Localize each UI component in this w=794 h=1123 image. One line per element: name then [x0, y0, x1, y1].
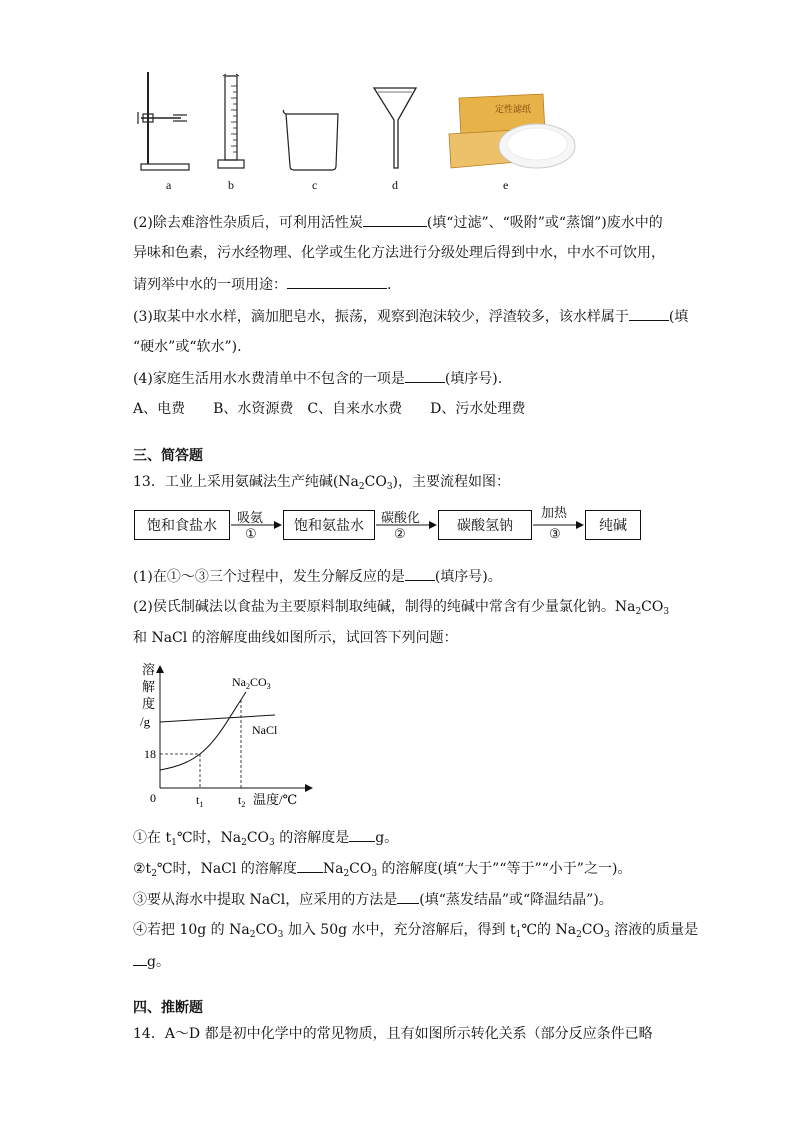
q12-part2-line3: 请列举中水的一项用途： .	[133, 274, 391, 295]
answer-blank[interactable]	[349, 827, 375, 842]
apparatus-label-c: c	[312, 178, 318, 192]
q13-sub4-line2: g。	[133, 951, 170, 972]
y-tick-18: 18	[144, 747, 156, 761]
y-axis-label-2: 解	[142, 679, 156, 694]
q13-part2-line2: 和 NaCl 的溶解度曲线如图所示，试回答下列问题：	[133, 630, 458, 646]
y-axis-label-4: /g	[140, 714, 151, 729]
flow-step2-label: 碳酸化	[381, 511, 421, 526]
q13-part1: (1)在①～③三个过程中，发生分解反应的是 (填序号)。	[133, 566, 502, 587]
flow-box-sodium-bicarbonate: 碳酸氢钠	[438, 510, 532, 540]
x-tick-t1: $t_1$	[196, 793, 204, 808]
flow-arrows	[0, 0, 794, 560]
q12-part2-line2: 异味和色素，污水经物理、化学或生化方法进行分级处理后得到中水，中水不可饮用，	[133, 245, 665, 261]
section-title-4: 四、推断题	[133, 1000, 203, 1016]
apparatus-label-a: a	[166, 178, 172, 192]
q13-part2-line1: (2)侯氏制碱法以食盐为主要原料制取纯碱，制得的纯碱中常含有少量氯化钠。$Na_2CO_3$	[133, 599, 670, 617]
solubility-graph	[130, 658, 330, 808]
q13-stem: 13．工业上采用氨碱法生产纯碱$(Na_2CO_3)$，主要流程如图：	[133, 474, 511, 492]
flow-box-ammoniated-brine: 饱和氨盐水	[283, 510, 375, 540]
flow-step2-num: ②	[394, 527, 406, 542]
answer-blank[interactable]	[133, 951, 147, 966]
apparatus-label-e: e	[503, 178, 509, 192]
q13-sub2: $②t_2℃$时，NaCl 的溶解度 $Na_2CO_3$ 的溶解度(填“大于”“等于”“小于”之一)。	[133, 858, 631, 879]
q13-sub1: ①在 $t_1℃$时，$Na_2CO_3$ 的溶解度是 g。	[133, 827, 398, 848]
answer-blank[interactable]	[297, 858, 323, 873]
apparatus-label-b: b	[228, 178, 234, 192]
y-axis-label-3: 度	[142, 696, 156, 711]
x-axis-label: 温度/℃	[253, 792, 298, 807]
flow-step3-label: 加热	[541, 506, 568, 521]
q12-part4: (4)家庭生活用水水费清单中不包含的一项是 (填序号).	[133, 368, 502, 389]
flow-step1-num: ①	[245, 527, 257, 542]
q12-part2-line1: (2)除去难溶性杂质后，可利用活性炭 (填“过滤”、“吸附”或“蒸馏”)废水中的	[133, 212, 663, 233]
q13-sub3: ③要从海水中提取 NaCl，应采用的方法是 (填“蒸发结晶”或“降温结晶”)。	[133, 889, 613, 910]
apparatus-label-d: d	[392, 178, 398, 192]
flow-box-saturated-brine: 饱和食盐水	[134, 510, 230, 540]
origin-label: 0	[150, 791, 156, 805]
y-axis-label-1: 溶	[142, 662, 156, 677]
flow-step3-num: ③	[549, 527, 561, 542]
na2co3-curve-label: $Na_2CO_3$	[232, 675, 271, 691]
answer-blank[interactable]	[405, 566, 435, 581]
na2co3-curve	[160, 692, 246, 770]
q12-part3-line2: “硬水”或“软水”).	[133, 339, 242, 355]
flow-box-soda-ash: 纯碱	[585, 510, 641, 540]
q13-sub4-line1: ④若把 10g 的 $Na_2CO_3$ 加入 50g 水中，充分溶解后，得到 $t_1℃$的 $Na_2CO_3$ 溶液的质量是	[133, 922, 699, 940]
flow-step1-label: 吸氨	[237, 511, 264, 526]
q12-part3-line1: (3)取某中水水样，滴加肥皂水，振荡，观察到泡沫较少，浮渣较多，该水样属于 (填	[133, 306, 688, 327]
svg-text:定性滤纸: 定性滤纸	[495, 104, 532, 114]
section-title-3: 三、简答题	[133, 448, 203, 464]
nacl-curve	[160, 715, 275, 722]
q14-stem: 14．A～D 都是初中化学中的常见物质，且有如图所示转化关系（部分反应条件已略	[133, 1026, 653, 1042]
nacl-curve-label: NaCl	[252, 723, 278, 737]
answer-blank[interactable]	[397, 889, 419, 904]
q12-options: A、电费 B、水资源费 C、自来水水费 D、污水处理费	[133, 401, 526, 417]
x-tick-t2: $t_2$	[238, 793, 246, 808]
